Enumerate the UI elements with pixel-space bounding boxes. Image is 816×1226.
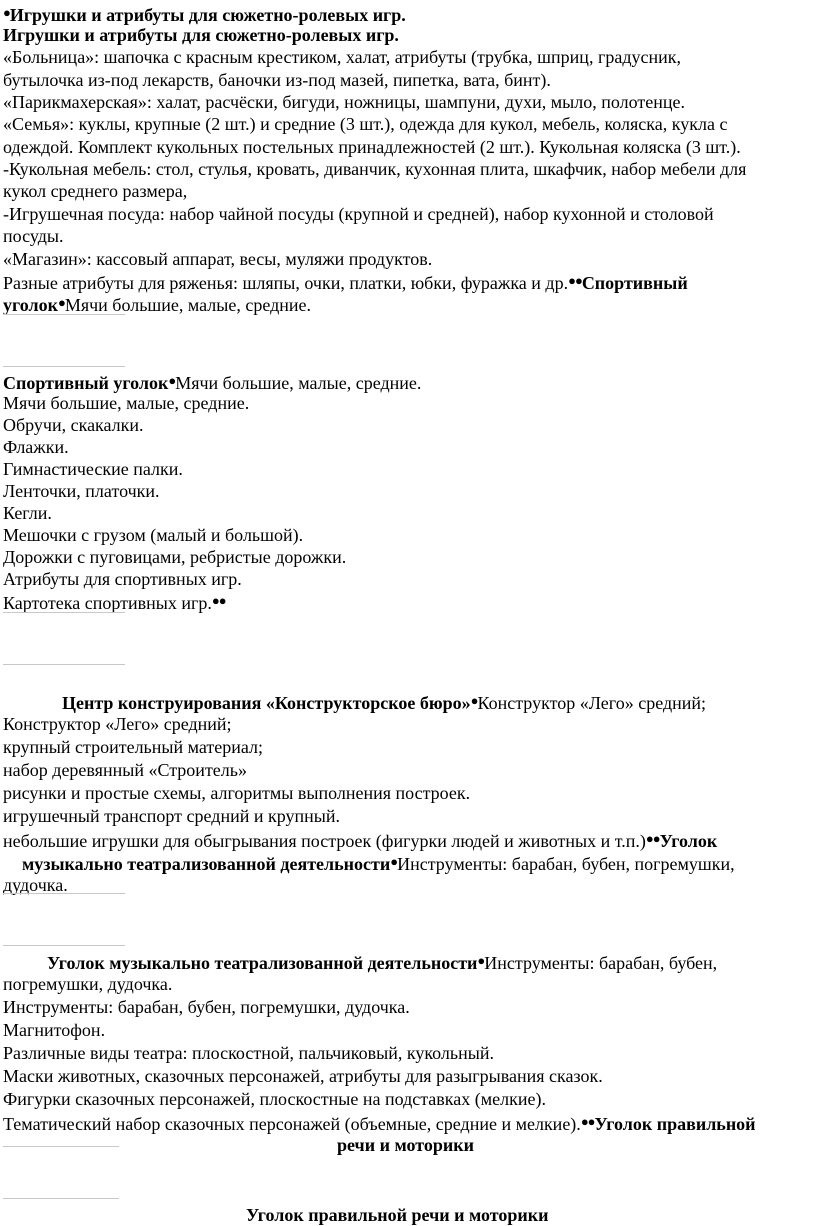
music-item: Магнитофон. [3, 1020, 106, 1040]
toys-line-last: Разные атрибуты для ряженья: шляпы, очки, платки, юбки, фуражка и др.●●Спортивный [3, 273, 688, 293]
bullet-icon: ● [168, 373, 176, 388]
bullet-icon: ● [470, 693, 478, 708]
construct-heading: Центр конструирования «Конструкторское бюро»●Конструктор «Лего» средний; [62, 693, 707, 713]
toys-line: «Магазин»: кассовый аппарат, весы, муляжи продуктов. [3, 249, 433, 269]
toys-line: «Больница»: шапочка с красным крестиком, халат, атрибуты (трубка, шприц, градусник, [3, 47, 681, 67]
divider [3, 366, 125, 367]
music-item: Маски животных, сказочных персонажей, атрибуты для разыгрывания сказок. [3, 1066, 603, 1086]
construct-item: игрушечный транспорт средний и крупный. [3, 806, 340, 826]
toys-line: бутылочка из-под лекарств, баночки из-под мазей, пипетка, вата, бинт). [3, 70, 551, 90]
divider [3, 612, 125, 613]
toys-line: посуды. [3, 226, 64, 246]
bullet-pair-icon: ●● [211, 593, 226, 608]
music-item: Различные виды театра: плоскостной, пальчиковый, кукольный. [3, 1043, 494, 1063]
sport-item-last: Картотека спортивных игр.●● [3, 593, 226, 613]
music-item: Инструменты: барабан, бубен, погремушки, дудочка. [3, 997, 410, 1017]
bullet-pair-icon: ●● [580, 1114, 595, 1129]
music-heading-tail: погремушки, дудочка. [3, 974, 173, 994]
speech-heading: Уголок правильной речи и моторики [246, 1205, 549, 1225]
sport-item: Кегли. [3, 503, 52, 523]
construct-next-tail: дудочка. [3, 875, 68, 895]
music-heading: Уголок музыкально театрализованной деятельности●Инструменты: барабан, бубен, [47, 953, 718, 973]
divider [3, 664, 125, 665]
sport-heading: Спортивный уголок●Мячи большие, малые, средние. [3, 373, 422, 393]
bullet-icon: ● [390, 854, 398, 869]
construct-next-heading: музыкально театрализованной деятельности●Инструменты: барабан, бубен, погремушки, [22, 854, 735, 874]
music-item-last: Тематический набор сказочных персонажей (объемные, средние и мелкие).●●Уголок правильной [3, 1114, 756, 1134]
bullet-icon: ● [57, 295, 65, 310]
music-item: Фигурки сказочных персонажей, плоскостные на подставках (мелкие). [3, 1089, 546, 1109]
construct-item: набор деревянный «Строитель» [3, 760, 247, 780]
sport-item: Обручи, скакалки. [3, 415, 144, 435]
toys-line: «Семья»: куклы, крупные (2 шт.) и средние (3 шт.), одежда для кукол, мебель, коляска, кукла с [3, 114, 728, 134]
bullet-icon: ● [477, 953, 485, 968]
bullet-pair-icon: ●● [645, 831, 660, 846]
sport-item: Атрибуты для спортивных игр. [3, 569, 242, 589]
construct-item: Конструктор «Лего» средний; [3, 714, 232, 734]
divider [3, 1146, 119, 1147]
bullet-pair-icon: ●● [568, 273, 582, 288]
divider [3, 1198, 119, 1199]
bullet-icon: ● [3, 5, 10, 20]
construct-item: крупный строительный материал; [3, 737, 264, 757]
sport-item: Ленточки, платочки. [3, 481, 160, 501]
sport-item: Дорожки с пуговицами, ребристые дорожки. [3, 547, 347, 567]
toys-line: -Кукольная мебель: стол, стулья, кровать, диванчик, кухонная плита, шкафчик, набор мебели для [3, 159, 747, 179]
sport-item: Мячи большие, малые, средние. [3, 393, 250, 413]
divider [3, 314, 125, 315]
toys-heading-2: Игрушки и атрибуты для сюжетно-ролевых игр. [3, 25, 399, 45]
toys-line-tail: уголок●Мячи большие, малые, средние. [3, 295, 312, 315]
divider [3, 893, 125, 894]
sport-item: Флажки. [3, 437, 69, 457]
divider [3, 945, 125, 946]
toys-line: одеждой. Комплект кукольных постельных принадлежностей (2 шт.). Кукольная коляска (3 шт.). [3, 137, 741, 157]
construct-item-last: небольшие игрушки для обыгрывания построек (фигурки людей и животных и т.п.)●●Уголок [3, 831, 718, 851]
construct-item: рисунки и простые схемы, алгоритмы выполнения построек. [3, 783, 471, 803]
toys-heading-1: ●Игрушки и атрибуты для сюжетно-ролевых игр. [3, 5, 406, 25]
sport-item: Гимнастические палки. [3, 459, 183, 479]
music-next-heading: речи и моторики [337, 1135, 474, 1155]
toys-line: кукол среднего размера, [3, 181, 188, 201]
toys-line: -Игрушечная посуда: набор чайной посуды (крупной и средней), набор кухонной и столовой [3, 204, 714, 224]
toys-line: «Парикмахерская»: халат, расчёски, бигуди, ножницы, шампуни, духи, мыло, полотенце. [3, 92, 685, 112]
sport-item: Мешочки с грузом (малый и большой). [3, 525, 304, 545]
